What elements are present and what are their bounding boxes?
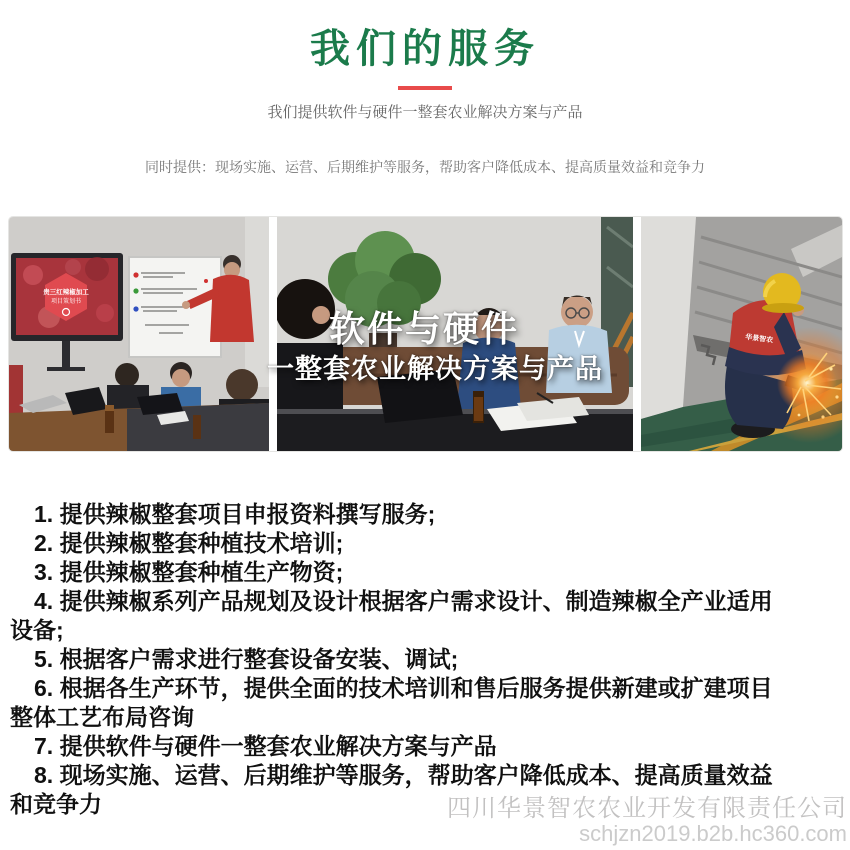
watermark-company: 四川华景智农农业开发有限责任公司 bbox=[447, 795, 847, 822]
banner-overlay-subtitle: 一整套农业解决方案与产品 bbox=[267, 354, 603, 384]
office-discussion-photo bbox=[277, 217, 633, 451]
photo-banner bbox=[8, 216, 843, 452]
page-title: 我们的服务 bbox=[310, 27, 540, 71]
title-underline bbox=[398, 86, 452, 90]
service-item: 2. 提供辣椒整套种植技术培训; bbox=[34, 530, 344, 556]
service-item: 8. 现场实施、运营、后期维护等服务，帮助客户降低成本、提高质量效益和竞争力 bbox=[10, 762, 773, 817]
welder-photo bbox=[641, 217, 842, 451]
banner-overlay-title: 软件与硬件 bbox=[329, 308, 520, 349]
meeting-room-photo bbox=[9, 217, 269, 451]
service-item: 4. 提供辣椒系列产品规划及设计根据客户需求设计、制造辣椒全产业适用设备; bbox=[10, 588, 773, 643]
services-list bbox=[10, 500, 782, 819]
office-discussion-illustration bbox=[277, 217, 633, 451]
service-item: 3. 提供辣椒整套种植生产物资; bbox=[34, 559, 344, 585]
meeting-room-illustration bbox=[9, 217, 269, 451]
tv-badge-line1: 贵三红辣椒加工 bbox=[43, 289, 89, 296]
tv-badge-line2: 项目策划书 bbox=[50, 299, 82, 305]
watermark bbox=[447, 795, 847, 845]
service-item: 5. 根据客户需求进行整套设备安装、调试; bbox=[34, 646, 459, 672]
page-header bbox=[0, 0, 850, 176]
jacket-logo-text: 华景智农 bbox=[744, 334, 774, 345]
welder-illustration bbox=[641, 217, 842, 451]
page-subtitle: 我们提供软件与硬件一整套农业解决方案与产品 bbox=[267, 104, 583, 121]
service-item: 7. 提供软件与硬件一整套农业解决方案与产品 bbox=[34, 733, 497, 759]
page-tagline: 同时提供：现场实施、运营、后期维护等服务，帮助客户降低成本、提高质量效益和竞争力 bbox=[145, 159, 705, 175]
service-item: 1. 提供辣椒整套项目申报资料撰写服务; bbox=[34, 501, 436, 527]
watermark-site: schjzn2019.b2b.hc360.com bbox=[579, 821, 847, 846]
service-item: 6. 根据各生产环节，提供全面的技术培训和售后服务提供新建或扩建项目整体工艺布局咨询 bbox=[10, 675, 773, 730]
